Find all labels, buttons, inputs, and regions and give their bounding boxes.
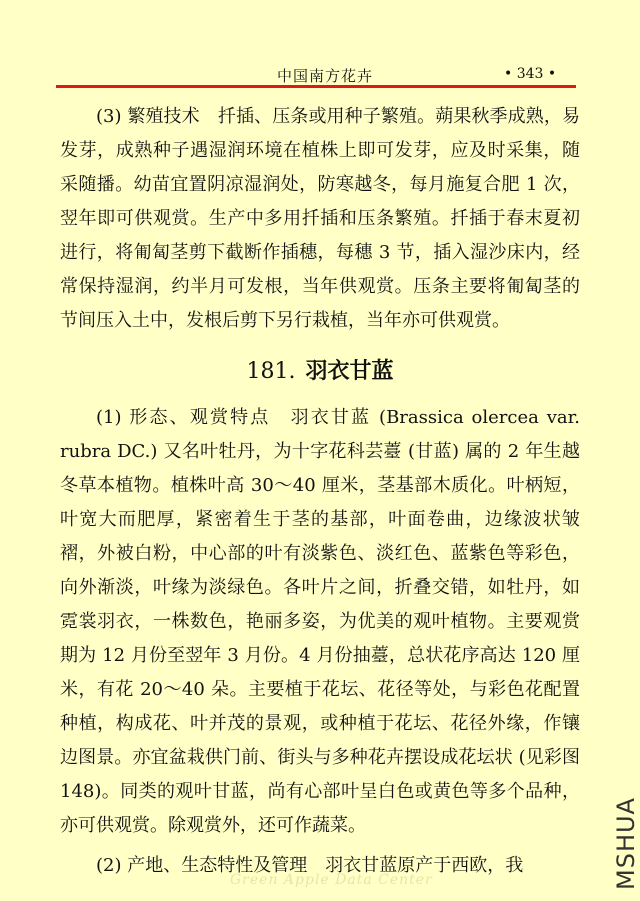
running-header [0, 60, 632, 88]
side-watermark: MSHUA [612, 797, 640, 890]
section-heading [60, 354, 580, 389]
bottom-watermark: Green Apple Data Center [230, 872, 433, 888]
page-body [60, 100, 580, 883]
header-rule [56, 85, 576, 88]
paragraph-morphology: (1) 形态、观赏特点 羽衣甘蓝 (Brassica olercea var. rubra DC.) 又名叶牡丹，为十字花科芸薹 (甘蓝) 属的 2 年生越冬草本植物。植株叶高 30～40 厘米，茎基部木质化。叶柄短，叶宽大而肥厚，紧密着生于茎的基部，叶面卷曲，边缘波状皱褶，外被白粉，中心部的叶有淡紫色、淡红色、蓝紫色等彩色，向外渐淡，叶缘为淡绿色。各叶片之间，折叠交错，如牡丹，如霓裳羽衣，一株数色，艳丽多姿，为优美的观叶植物。主要观赏期为 12 月份至翌年 3 月份。4 月份抽薹，总状花序高达 120 厘米，有花 20～40 朵。主要植于花坛、花径等处，与彩色花配置种植，构成花、叶并茂的景观，或种植于花坛、花径外缘，作镶边图景。亦宜盆栽供门前、街头与多种花卉摆设成花坛状 (见彩图 148)。同类的观叶甘蓝，尚有心部叶呈白色或黄色等多个品种，亦可供观赏。除观赏外，还可作蔬菜。 [60, 407, 580, 836]
paragraph-propagation: (3) 繁殖技术 扦插、压条或用种子繁殖。蒴果秋季成熟，易发芽，成熟种子遇湿润环境在植株上即可发芽，应及时采集，随采随播。幼苗宜置阴凉湿润处，防寒越冬，每月施复合肥 1 次，翌年即可供观赏。生产中多用扦插和压条繁殖。扦插于春末夏初进行，将匍匐茎剪下截断作插穗，每穗 3 节，插入湿沙床内，经常保持湿润，约半月可发根，当年供观赏。压条主要将匍匐茎的节间压入土中，发根后剪下另行栽植，当年亦可供观赏。 [60, 106, 580, 331]
section-title: 羽衣甘蓝 [305, 358, 394, 384]
book-title: 中国南方花卉 [277, 67, 374, 85]
paragraph-origin: (2) 产地、生态特性及管理 羽衣甘蓝原产于西欧，我 [96, 855, 524, 876]
page-number: • 343 • [504, 66, 557, 82]
section-number: 181. [246, 359, 296, 384]
